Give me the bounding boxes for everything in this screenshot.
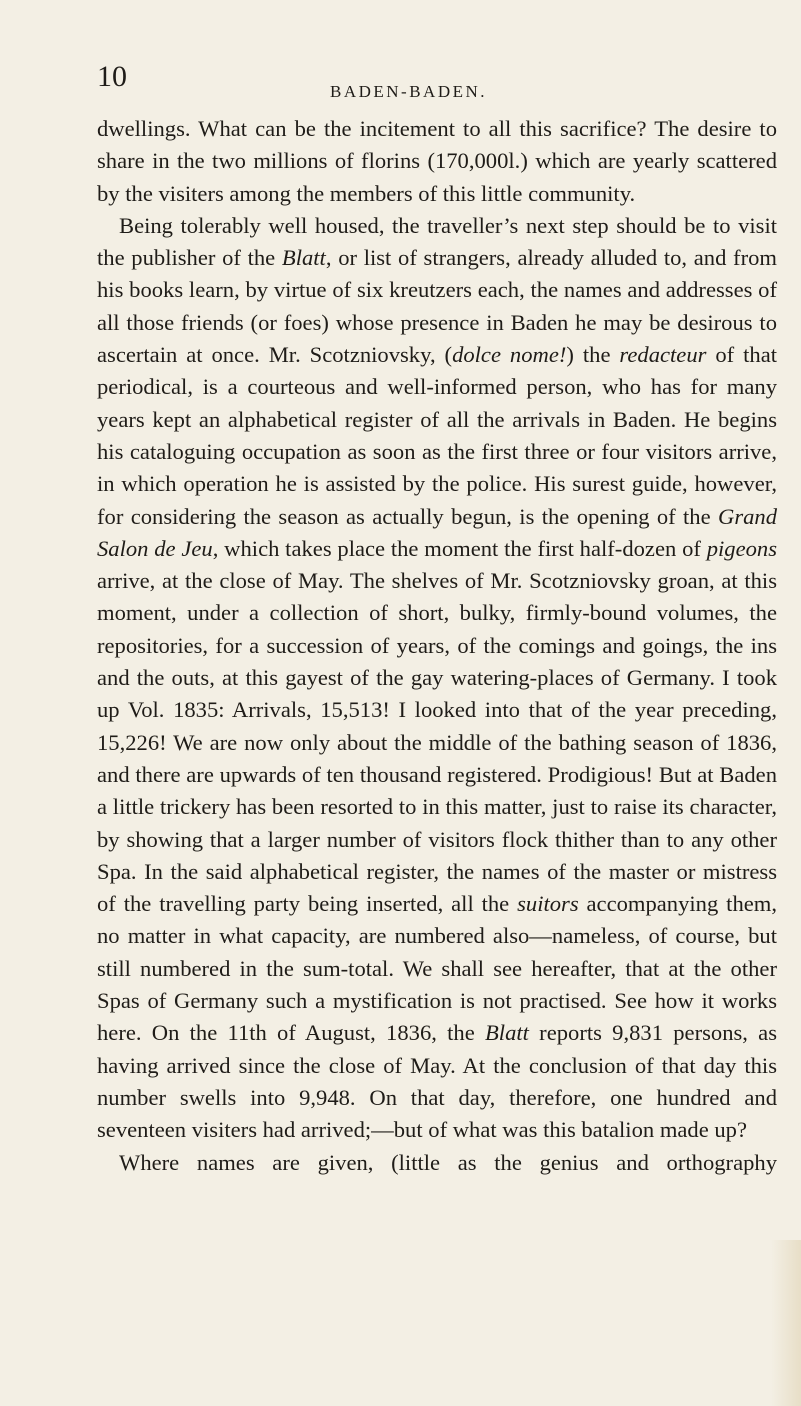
text-run: , which takes place the moment the first half-dozen of <box>212 535 707 561</box>
text-run: accompanying them, no matter in what capacity, are numbered also—nameless, of course, but still numbered in the sum-total. We shall see hereafter, that at the other Spas of Germany such a mystification is not practised. See how it works here. On the 11th of August, 1836, the <box>97 891 777 1046</box>
text-run: , or list of strangers, already alluded to, and from his books learn, by virtue of six kreutzers each, the names and addresses of all those friends (or foes) whose presence in Baden he may be desirous to ascertain at once. Mr. Scotzniovsky, ( <box>97 245 777 368</box>
text-run: arrive, at the close of May. The shelves of Mr. Scotzniovsky groan, at this moment, under a collection of short, bulky, firmly-bound volumes, the repositories, for a succession of years, of the comings and goings, the ins and the outs, at this gayest of the gay watering-places of Germany. I took up Vol. 1835: Arrivals, 15,513! I looked into that of the year preceding, 15,226! We are now only about the middle of the bathing season of 1836, and there are upwards of ten thousand registered. Prodigious! But at Baden a little trickery has been resorted to in this matter, just to raise its character, by showing that a larger number of visitors flock thither than to any other Spa. In the said alphabetical register, the names of the master or mistress of the travelling party being inserted, all the <box>97 568 777 917</box>
italic-phrase-dolce-nome: dolce nome! <box>452 342 567 368</box>
running-head: BADEN-BADEN. <box>330 82 488 101</box>
page-number: 10 <box>97 60 127 93</box>
italic-term-grand-salon: Grand Salon de Jeu <box>97 503 777 561</box>
text-run: of that periodical, is a courteous and well-informed person, who has for many years kept an alphabetical register of all the arrivals in Baden. He begins his cataloguing occupation as soon as the first three or four visitors arrive, in which operation he is assisted by the police. His surest guide, however, for considering the season as actually begun, is the opening of the <box>97 342 778 529</box>
italic-term-blatt: Blatt <box>281 245 326 271</box>
paragraph-3: Where names are given, (little as the genius and orthography <box>119 1149 777 1175</box>
paragraph-2 <box>97 210 777 1147</box>
page-edge-stain <box>771 1240 801 1406</box>
italic-term-blatt: Blatt <box>485 1020 529 1046</box>
italic-term-suitors: suitors <box>517 891 579 917</box>
italic-term-pigeons: pigeons <box>706 535 777 561</box>
text-run: Being tolerably well housed, the traveller’s next step should be to visit the publisher of the <box>97 212 777 271</box>
body-text <box>97 113 777 1179</box>
text-run: reports 9,831 persons, as having arrived since the close of May. At the conclusion of that day this number swells into 9,948. On that day, therefore, one hundred and seventeen visiters had arrived;—but of what was this batalion made up? <box>97 1020 777 1143</box>
text-run: ) the <box>566 342 620 368</box>
paragraph-1: dwellings. What can be the incitement to all this sacrifice? The desire to share in the two millions of florins (170,000l.) which are yearly scattered by the visiters among the members of this little community. <box>97 116 777 206</box>
italic-term-redacteur: redacteur <box>619 342 707 368</box>
